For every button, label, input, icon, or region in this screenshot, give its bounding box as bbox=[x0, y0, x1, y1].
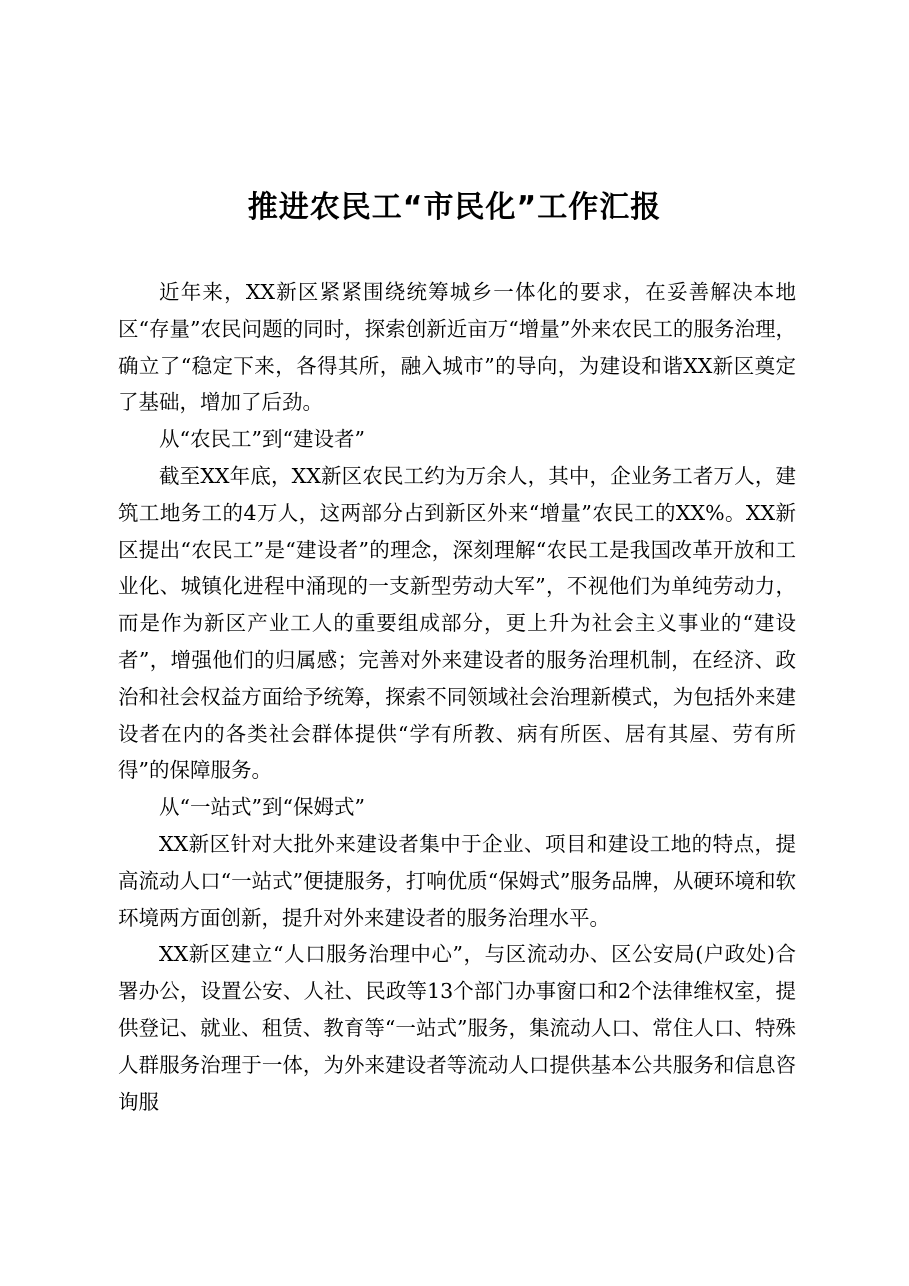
section-heading-service: 从“一站式”到“保姆式” bbox=[159, 795, 365, 820]
paragraph-builders: 截至XX年底，XX新区农民工约为万余人，其中，企业务工者万人，建筑工地务工的4万人，这两部分占到新区外来“增量”农民工的XX%。XX新区提出“农民工”是“建设者”的理念，深刻理解“农民工是我国改革开放和工业化、城镇化进程中涌现的一支新型劳动大军”，不视他们为单纯劳动力，而是作为新区产业工人的重要组成部分，更上升为社会主义事业的“建设者”，增强他们的归属感；完善对外来建设者的服务治理机制，在经济、政治和社会权益方面给予统筹，探索不同领域社会治理新模式，为包括外来建设者在内的各类社会群体提供“学有所教、病有所医、居有其屋、劳有所得”的保障服务。 bbox=[118, 463, 796, 783]
paragraph-service: XX新区针对大批外来建设者集中于企业、项目和建设工地的特点，提高流动人口“一站式”便捷服务，打响优质“保姆式”服务品牌，从硬环境和软环境两方面创新，提升对外来建设者的服务治理水平。 bbox=[118, 831, 796, 930]
document-body bbox=[118, 274, 796, 1120]
paragraph-intro: 近年来，XX新区紧紧围绕统筹城乡一体化的要求，在妥善解决本地区“存量”农民问题的同时，探索创新近亩万“增量”外来农民工的服务治理，确立了“稳定下来，各得其所，融入城市”的导向，为建设和谐XX新区奠定了基础，增加了后劲。 bbox=[118, 280, 796, 415]
section-heading-builders: 从“农民工”到“建设者” bbox=[159, 427, 365, 452]
document-title: 推进农民工“市民化”工作汇报 bbox=[247, 190, 662, 225]
paragraph-center: XX新区建立“人口服务治理中心”，与区流动办、区公安局(户政处)合署办公，设置公安、人社、民政等13个部门办事窗口和2个法律维权室，提供登记、就业、租赁、教育等“一站式”服务，集流动人口、常住人口、特殊人群服务治理于一体，为外来建设者等流动人口提供基本公共服务和信息咨询服 bbox=[118, 942, 796, 1114]
